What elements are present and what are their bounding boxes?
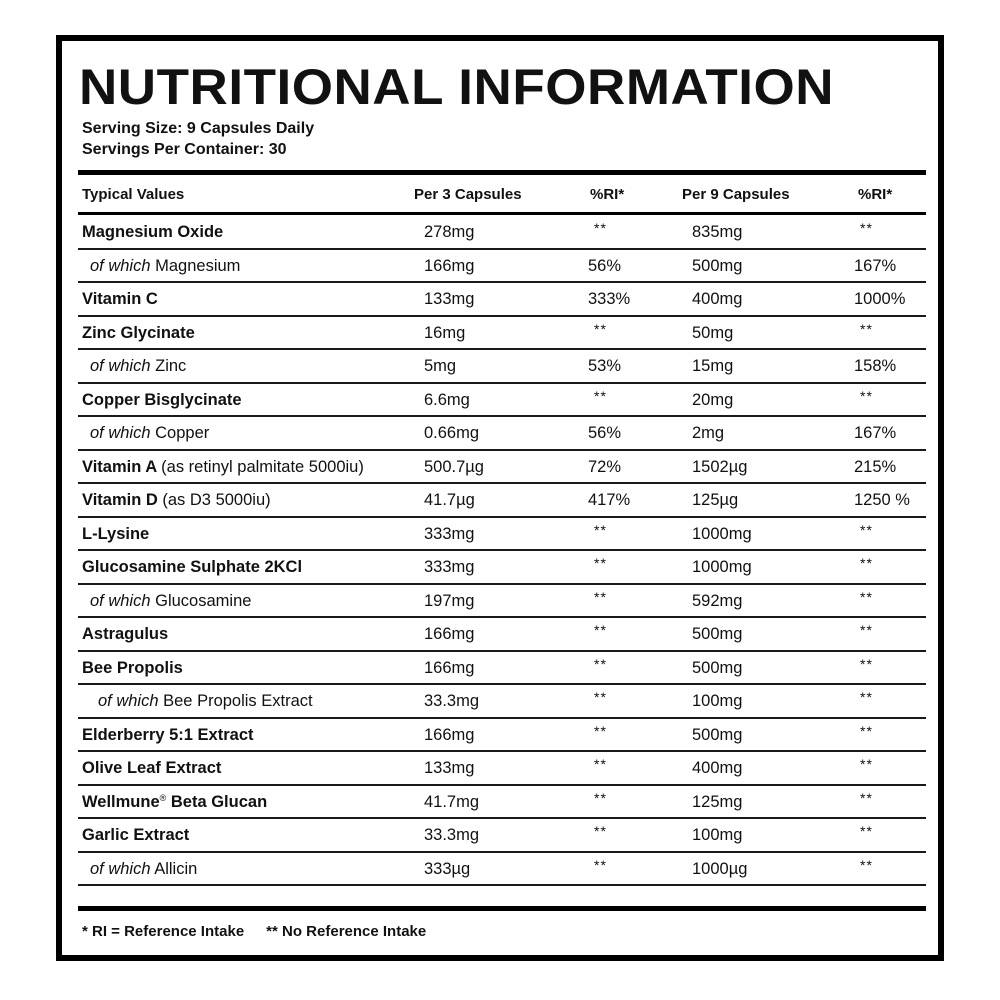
- per-9-capsules-value: 835mg: [692, 223, 743, 241]
- per-9-capsules-value: 500mg: [692, 658, 743, 677]
- nutrient-name-suffix: Beta Glucan: [166, 792, 268, 811]
- ri-9-value: **: [860, 823, 873, 839]
- label-title: NUTRITIONAL INFORMATION: [79, 59, 835, 115]
- ri-3-value: **: [594, 320, 607, 337]
- ri-3-value: **: [594, 387, 607, 404]
- header-ri-3: %RI*: [590, 186, 625, 203]
- nutrient-cell: [82, 491, 271, 510]
- table-row: [78, 350, 926, 384]
- nutrient-cell: [82, 525, 149, 544]
- per-3-capsules-value: 333µg: [424, 859, 471, 878]
- nutrient-cell: [82, 659, 183, 678]
- per-9-capsules-value: 15mg: [692, 357, 734, 375]
- footnote-ri: * RI = Reference Intake: [82, 923, 245, 940]
- per-9-capsules-value: 1502µg: [692, 457, 748, 476]
- per-9-capsules-value: 1000µg: [692, 859, 748, 878]
- ri-3-value: 56%: [588, 256, 622, 275]
- nutrient-cell: [82, 458, 364, 477]
- per-3-capsules-value: 278mg: [424, 223, 475, 241]
- servings-per-container: Servings Per Container: 30: [82, 141, 287, 158]
- nutrient-name: Wellmune: [82, 792, 160, 811]
- table-row: [78, 216, 926, 250]
- nutrient-cell: [90, 592, 251, 611]
- nutrient-cell: [82, 625, 168, 644]
- ri-3-value: 417%: [588, 491, 631, 509]
- per-3-capsules-value: 133mg: [424, 290, 475, 308]
- of-which-prefix: of which: [90, 591, 151, 610]
- ri-9-value: **: [860, 622, 873, 638]
- serving-size: Serving Size: 9 Capsules Daily: [82, 120, 315, 137]
- table-row: [78, 819, 926, 853]
- per-3-capsules-value: 5mg: [424, 357, 457, 375]
- ri-3-value: **: [594, 756, 607, 772]
- ri-9-value: **: [860, 756, 873, 772]
- footnotes: [82, 923, 426, 940]
- ri-3-value: **: [594, 588, 607, 605]
- ri-3-value: **: [594, 722, 607, 739]
- per-9-capsules-value: 400mg: [692, 759, 743, 777]
- ri-9-value: **: [860, 689, 873, 705]
- table-row: [78, 853, 926, 887]
- nutrient-name: Bee Propolis: [82, 658, 183, 677]
- nutrient-cell: [82, 826, 189, 845]
- nutrient-cell: [82, 793, 267, 812]
- nutrient-name: Vitamin A: [82, 457, 157, 476]
- header-per-3-capsules: Per 3 Capsules: [414, 186, 522, 203]
- per-3-capsules-value: 166mg: [424, 725, 475, 744]
- ri-9-value: **: [860, 220, 873, 236]
- nutrient-table: [78, 216, 926, 886]
- per-9-capsules-value: 500mg: [692, 625, 743, 643]
- per-9-capsules-value: 1000mg: [692, 558, 752, 576]
- ri-3-value: 56%: [588, 424, 622, 442]
- per-3-capsules-value: 6.6mg: [424, 390, 470, 409]
- nutrient-name: Vitamin C: [82, 290, 158, 308]
- per-9-capsules-value: 1000mg: [692, 524, 752, 543]
- ri-9-value: **: [860, 588, 873, 605]
- footnote-no-ri: ** No Reference Intake: [266, 923, 427, 940]
- nutrient-cell: [82, 223, 223, 242]
- nutrient-cell: [98, 692, 313, 711]
- table-row: [78, 250, 926, 284]
- nutrient-name: Allicin: [154, 859, 198, 878]
- per-9-capsules-value: 125mg: [692, 792, 743, 811]
- table-row: [78, 585, 926, 619]
- table-row: [78, 484, 926, 518]
- ri-3-value: **: [594, 622, 607, 638]
- ri-9-value: **: [860, 856, 873, 873]
- per-3-capsules-value: 16mg: [424, 323, 466, 342]
- ri-9-value: **: [860, 555, 873, 571]
- ri-3-value: **: [594, 521, 607, 538]
- of-which-prefix: of which: [90, 859, 151, 878]
- ri-9-value: 1000%: [854, 290, 906, 308]
- ri-3-value: 333%: [588, 290, 631, 308]
- ri-3-value: **: [594, 789, 607, 806]
- nutrient-name: Glucosamine: [155, 591, 252, 610]
- ri-9-value: 167%: [854, 256, 897, 275]
- nutrient-name: Zinc Glycinate: [82, 323, 195, 342]
- nutrient-name: Vitamin D: [82, 491, 158, 509]
- per-3-capsules-value: 166mg: [424, 625, 475, 643]
- nutrient-name: Glucosamine Sulphate 2KCl: [82, 558, 303, 576]
- per-3-capsules-value: 197mg: [424, 591, 475, 610]
- nutrition-label: [56, 35, 944, 961]
- table-row: [78, 719, 926, 753]
- nutrient-cell: [90, 424, 209, 443]
- table-row: [78, 384, 926, 418]
- nutrient-cell: [82, 290, 158, 309]
- nutrient-cell: [90, 257, 240, 276]
- table-row: [78, 618, 926, 652]
- header-per-9-capsules: Per 9 Capsules: [682, 186, 790, 203]
- bottom-divider: [78, 906, 926, 911]
- per-9-capsules-value: 50mg: [692, 323, 734, 342]
- table-row: [78, 451, 926, 485]
- nutrient-name: L-Lysine: [82, 524, 150, 543]
- top-divider: [78, 170, 926, 175]
- nutrient-name: Zinc: [155, 357, 187, 375]
- per-9-capsules-value: 500mg: [692, 256, 743, 275]
- header-ri-9: %RI*: [858, 186, 893, 203]
- per-3-capsules-value: 166mg: [424, 658, 475, 677]
- registered-mark: ®: [159, 792, 167, 803]
- per-3-capsules-value: 0.66mg: [424, 424, 480, 442]
- ri-9-value: 215%: [854, 457, 897, 476]
- of-which-prefix: of which: [90, 256, 151, 275]
- nutrient-cell: [90, 357, 186, 376]
- per-9-capsules-value: 592mg: [692, 591, 743, 610]
- table-header: [78, 186, 926, 210]
- per-9-capsules-value: 2mg: [692, 424, 725, 442]
- per-9-capsules-value: 400mg: [692, 290, 743, 308]
- table-row: [78, 685, 926, 719]
- nutrient-name: Copper: [155, 424, 210, 442]
- ri-9-value: **: [860, 387, 873, 404]
- ri-9-value: **: [860, 320, 873, 337]
- table-row: [78, 551, 926, 585]
- ri-3-value: **: [594, 856, 607, 873]
- header-divider: [78, 212, 926, 215]
- nutrient-cell: [82, 726, 254, 745]
- per-9-capsules-value: 100mg: [692, 826, 743, 844]
- ri-9-value: **: [860, 521, 873, 538]
- nutrient-name: Garlic Extract: [82, 826, 190, 844]
- table-row: [78, 518, 926, 552]
- ri-9-value: **: [860, 722, 873, 739]
- nutrient-name: Magnesium: [155, 256, 241, 275]
- nutrient-cell: [82, 391, 242, 410]
- ri-9-value: 1250 %: [854, 491, 910, 509]
- per-3-capsules-value: 500.7µg: [424, 457, 484, 476]
- table-row: [78, 283, 926, 317]
- ri-3-value: **: [594, 220, 607, 236]
- per-3-capsules-value: 333mg: [424, 524, 475, 543]
- per-3-capsules-value: 133mg: [424, 759, 475, 777]
- nutrient-cell: [82, 324, 195, 343]
- nutrient-cell: [82, 558, 302, 577]
- nutrient-name: Magnesium Oxide: [82, 223, 224, 241]
- per-9-capsules-value: 100mg: [692, 692, 743, 710]
- header-typical-values: Typical Values: [82, 186, 185, 203]
- nutrient-cell: [82, 759, 221, 778]
- per-3-capsules-value: 33.3mg: [424, 826, 480, 844]
- ri-3-value: **: [594, 555, 607, 571]
- per-9-capsules-value: 20mg: [692, 390, 734, 409]
- ri-3-value: 53%: [588, 357, 622, 375]
- nutrient-note: (as retinyl palmitate 5000iu): [161, 457, 364, 476]
- ri-9-value: **: [860, 655, 873, 672]
- ri-3-value: **: [594, 823, 607, 839]
- ri-9-value: **: [860, 789, 873, 806]
- per-3-capsules-value: 33.3mg: [424, 692, 480, 710]
- table-row: [78, 752, 926, 786]
- ri-3-value: 72%: [588, 457, 622, 476]
- of-which-prefix: of which: [90, 424, 151, 442]
- ri-9-value: 167%: [854, 424, 897, 442]
- per-3-capsules-value: 41.7µg: [424, 491, 475, 509]
- table-row: [78, 417, 926, 451]
- table-row: [78, 786, 926, 820]
- table-row: [78, 652, 926, 686]
- nutrient-name: Copper Bisglycinate: [82, 390, 242, 409]
- of-which-prefix: of which: [90, 357, 151, 375]
- ri-3-value: **: [594, 655, 607, 672]
- nutrient-note: (as D3 5000iu): [162, 491, 271, 509]
- per-9-capsules-value: 500mg: [692, 725, 743, 744]
- ri-3-value: **: [594, 689, 607, 705]
- nutrient-name: Astragulus: [82, 625, 169, 643]
- table-row: [78, 317, 926, 351]
- per-3-capsules-value: 166mg: [424, 256, 475, 275]
- nutrient-cell: [90, 860, 197, 879]
- of-which-prefix: of which: [98, 692, 159, 710]
- ri-9-value: 158%: [854, 357, 897, 375]
- per-3-capsules-value: 41.7mg: [424, 792, 480, 811]
- nutrient-name: Elderberry 5:1 Extract: [82, 725, 254, 744]
- per-9-capsules-value: 125µg: [692, 491, 739, 509]
- nutrient-name: Olive Leaf Extract: [82, 759, 222, 777]
- nutrient-name: Bee Propolis Extract: [163, 692, 313, 710]
- per-3-capsules-value: 333mg: [424, 558, 475, 576]
